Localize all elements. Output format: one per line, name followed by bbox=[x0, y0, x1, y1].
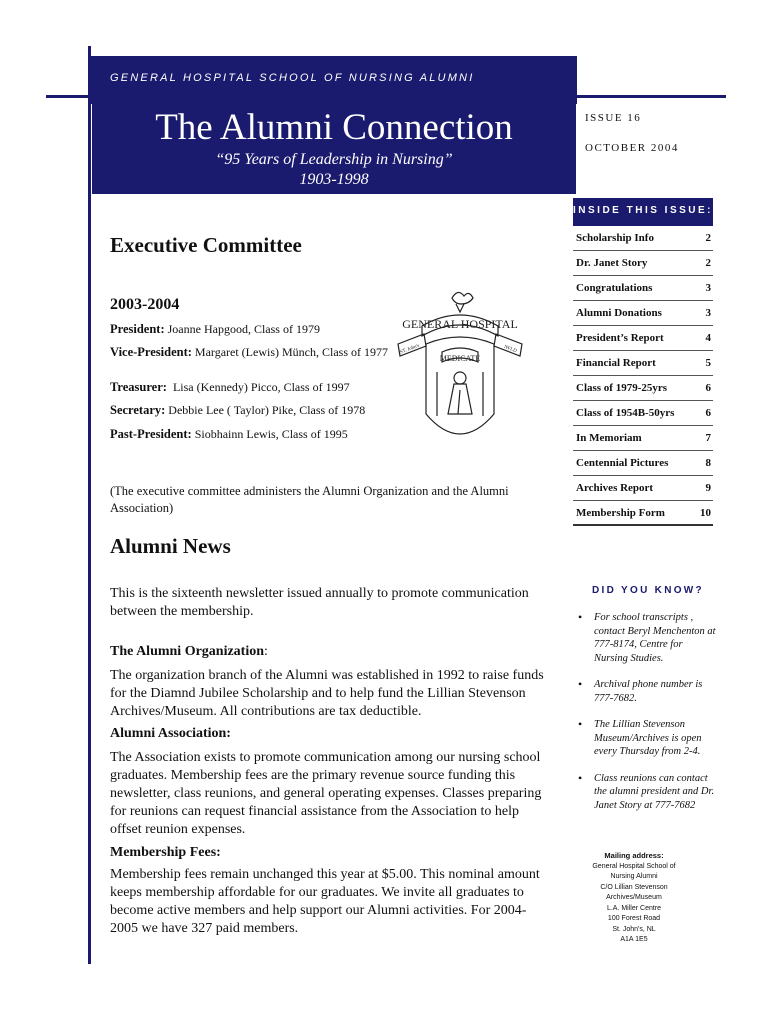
officer-name: Margaret (Lewis) Münch, Class of 1977 bbox=[194, 345, 388, 359]
toc-page: 4 bbox=[705, 332, 711, 344]
toc-page: 2 bbox=[705, 232, 711, 244]
mailing-line: C/O Lillian Stevenson bbox=[600, 883, 668, 891]
toc-row[interactable] bbox=[573, 351, 713, 376]
newsletter-tagline bbox=[92, 150, 576, 190]
mailing-line: 100 Forest Road bbox=[607, 915, 661, 922]
toc-label: Alumni Donations bbox=[576, 307, 662, 319]
toc-page: 7 bbox=[705, 432, 711, 444]
list-item: • Archival phone number is 777-7682. bbox=[578, 678, 718, 705]
org-heading-label: The Alumni Organization bbox=[110, 644, 265, 659]
toc-label: Financial Report bbox=[576, 357, 656, 369]
toc-title: INSIDE THIS ISSUE: bbox=[573, 205, 714, 216]
crest-right-ribbon: NFLD bbox=[503, 344, 518, 355]
org-text: The organization branch of the Alumni was established in 1992 to raise funds for the Diamnd Jubilee Scholarship and to help fund the Lillian Stevenson Archives/Museum. All contributions are tax deductible. bbox=[110, 668, 544, 719]
mailing-line: St. John's, NL bbox=[612, 925, 656, 933]
crest-top-text: GENERAL HOSPITAL bbox=[402, 317, 518, 331]
toc-label: Scholarship Info bbox=[576, 232, 654, 244]
officer-vice-president bbox=[110, 345, 400, 360]
crest-emblem-icon bbox=[392, 286, 528, 470]
toc-label: Centennial Pictures bbox=[576, 457, 669, 469]
toc-row[interactable] bbox=[573, 251, 713, 276]
org-heading bbox=[110, 644, 268, 660]
top-rule bbox=[46, 95, 726, 98]
toc-page: 6 bbox=[705, 382, 711, 394]
list-item: • Class reunions can contact the alumni president and Dr. Janet Story at 777-7682 bbox=[578, 772, 718, 813]
table-of-contents bbox=[573, 226, 713, 526]
fees-text: Membership fees remain unchanged this year at $5.00. This nominal amount keeps membership affordable for our graduates. We invite all graduates to become active members and help support our Alumni activities. For 2004-2005 we have 327 paid members. bbox=[110, 867, 540, 936]
officer-role: Past-President: bbox=[110, 427, 192, 441]
mailing-address bbox=[575, 851, 693, 946]
toc-label: Class of 1954B-50yrs bbox=[576, 407, 675, 419]
officer-name: Joanne Hapgood, Class of 1979 bbox=[167, 322, 320, 336]
toc-page: 8 bbox=[705, 457, 711, 469]
toc-label: In Memoriam bbox=[576, 432, 642, 444]
toc-page: 5 bbox=[705, 357, 711, 369]
toc-row[interactable] bbox=[573, 426, 713, 451]
issue-number: ISSUE 16 bbox=[585, 112, 642, 124]
news-heading: Alumni News bbox=[110, 534, 231, 558]
toc-page: 10 bbox=[700, 506, 711, 519]
toc-label: President’s Report bbox=[576, 332, 664, 344]
toc-row[interactable] bbox=[573, 501, 713, 526]
list-item: • The Lillian Stevenson Museum/Archives is open every Thursday from 2-4. bbox=[578, 718, 718, 759]
toc-row[interactable] bbox=[573, 326, 713, 351]
toc-page: 6 bbox=[705, 407, 711, 419]
assoc-heading: Alumni Association: bbox=[110, 726, 231, 741]
officer-treasurer bbox=[110, 380, 400, 395]
newsletter-title: The Alumni Connection bbox=[155, 107, 513, 148]
toc-page: 2 bbox=[705, 257, 711, 269]
left-rule bbox=[88, 46, 91, 964]
officer-past-president bbox=[110, 427, 400, 442]
toc-label: Membership Form bbox=[576, 506, 665, 519]
officer-president bbox=[110, 322, 400, 337]
news-intro: This is the sixteenth newsletter issued annually to promote communication between the membership. bbox=[110, 586, 529, 619]
executive-heading: Executive Committee bbox=[110, 233, 302, 257]
toc-row[interactable] bbox=[573, 301, 713, 326]
executive-term: 2003-2004 bbox=[110, 296, 180, 313]
org-heading-colon: : bbox=[264, 644, 268, 659]
tagline-text: “95 Years of Leadership in Nursing” bbox=[215, 151, 453, 168]
toc-row[interactable] bbox=[573, 476, 713, 501]
toc-row[interactable] bbox=[573, 226, 713, 251]
mailing-line: L.A. Miller Centre bbox=[606, 904, 662, 912]
tagline-years: 1903-1998 bbox=[299, 171, 369, 188]
toc-row[interactable] bbox=[573, 451, 713, 476]
crest-left-ribbon: ST. John's bbox=[399, 343, 421, 356]
mailing-line: Archives/Museum bbox=[606, 894, 662, 901]
officer-secretary bbox=[110, 403, 400, 418]
mailing-line: A1A 1E5 bbox=[620, 936, 648, 943]
did-you-know-list bbox=[578, 611, 718, 825]
toc-page: 9 bbox=[705, 482, 711, 494]
toc-label: Dr. Janet Story bbox=[576, 257, 648, 269]
toc-row[interactable] bbox=[573, 401, 713, 426]
officer-role: President: bbox=[110, 322, 165, 336]
officer-name: Lisa (Kennedy) Picco, Class of 1997 bbox=[172, 380, 350, 394]
officer-role: Secretary: bbox=[110, 403, 166, 417]
toc-label: Congratulations bbox=[576, 282, 653, 294]
officer-name: Debbie Lee ( Taylor) Pike, Class of 1978 bbox=[168, 403, 366, 417]
org-banner-text: GENERAL HOSPITAL SCHOOL OF NURSING ALUMNI bbox=[110, 72, 475, 84]
toc-label: Archives Report bbox=[576, 482, 654, 494]
executive-note: (The executive committee administers the Alumni Organization and the Alumni Association) bbox=[110, 484, 509, 515]
toc-page: 3 bbox=[705, 307, 711, 319]
mailing-line: Nursing Alumni bbox=[610, 873, 658, 880]
assoc-text: The Association exists to promote communication among our nursing school graduates. Membership fees are the primary revenue source funding this newsletter, class reunions, and general operating expenses. Classes preparing for reunions can request financial assistance from the Association to help offset reunion expenses. bbox=[110, 750, 542, 837]
mailing-line: General Hospital School of bbox=[592, 862, 676, 870]
crest-scroll-text: MEDICATE bbox=[439, 354, 481, 363]
toc-page: 3 bbox=[705, 282, 711, 294]
toc-row[interactable] bbox=[573, 276, 713, 301]
officer-role: Treasurer: bbox=[110, 380, 167, 394]
did-you-know-title: DID YOU KNOW? bbox=[592, 585, 704, 596]
officer-role: Vice-President: bbox=[110, 345, 192, 359]
issue-date: OCTOBER 2004 bbox=[585, 142, 679, 154]
fees-heading: Membership Fees: bbox=[110, 845, 221, 860]
officer-name: Siobhainn Lewis, Class of 1995 bbox=[194, 427, 348, 441]
toc-label: Class of 1979-25yrs bbox=[576, 382, 668, 394]
toc-row[interactable] bbox=[573, 376, 713, 401]
list-item: • For school transcripts , contact Beryl Menchenton at 777-8174, Centre for Nursing Studies. bbox=[578, 611, 718, 665]
mailing-heading: Mailing address: bbox=[604, 851, 664, 860]
